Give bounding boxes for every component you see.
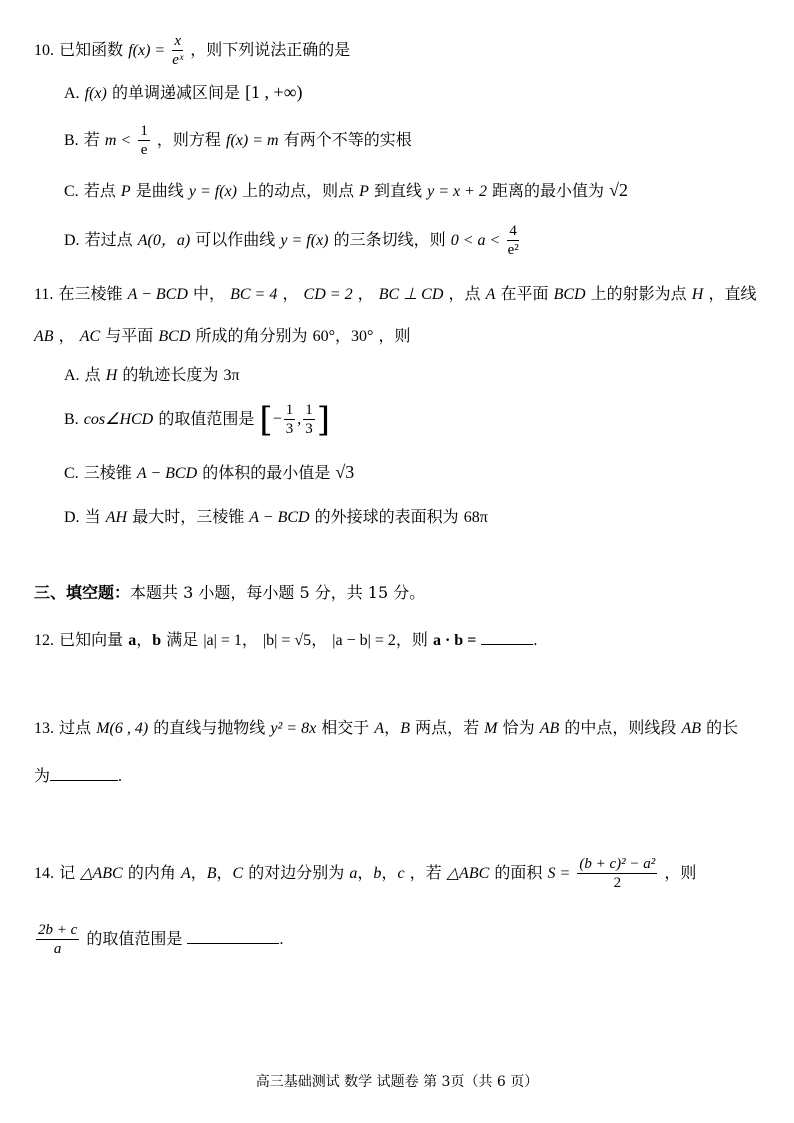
- q10-stem: 10. 已知函数 f(x) = $\frac{x}{\text{eˣ}}$ ，则下列说法正确的是: [34, 33, 351, 68]
- q10-number: 10.: [34, 42, 54, 59]
- q11-number: 11.: [34, 286, 54, 303]
- q10-d-fraction: $\frac{4}{\text{e²}}$: [507, 223, 519, 258]
- q14-ratio-fraction: $\frac{2b + c}{a}$: [38, 922, 78, 957]
- q11-b-frac2: $\frac{1}{3}$: [305, 402, 313, 437]
- q14-area-fraction: $\frac{\text{(b + c)² − a²}}{2}$: [579, 856, 656, 891]
- q11-option-a: A. 点 H 的轨迹长度为 3π: [64, 365, 240, 384]
- q10-b-fraction: $\frac{1}{e}$: [140, 123, 148, 158]
- q14-line2: $\frac{2b + c}{a}$ 的取值范围是 .: [38, 922, 284, 957]
- q11-option-c: C. 三棱锥 A − BCD 的体积的最小值是 √3: [64, 462, 355, 482]
- section-title: 三、填空题：: [34, 583, 131, 602]
- q11-option-b: B. cos∠HCD 的取值范围是 [− $\frac{1}{3}$ , $\frac{1}{3}$ ]: [64, 399, 330, 440]
- q10-option-d: D. 若过点 A(0，a) 可以作曲线 y = f(x) 的三条切线，则 0 < a < $\frac{4}{\text{e²}}$: [64, 223, 519, 258]
- q12: 12. 已知向量 a，b 满足 |a| = 1， |b| = √5， |a − b| = 2，则 a · b = .: [34, 630, 538, 649]
- q11-b-frac1: $\frac{1}{3}$: [285, 402, 294, 437]
- answer-blank: [50, 779, 118, 781]
- section-description: 本题共 3 小题，每小题 5 分，共 15 分。: [130, 583, 426, 602]
- q10-option-a: A. f(x) 的单调递减区间是 [1 , +∞): [64, 82, 303, 102]
- answer-blank: [481, 643, 533, 645]
- q11-option-d: D. 当 AH 最大时，三棱锥 A − BCD 的外接球的表面积为 68π: [64, 507, 488, 526]
- q13-number: 13.: [34, 720, 54, 737]
- q10-fraction: $\frac{x}{\text{eˣ}}$: [172, 33, 184, 68]
- q10-option-b: B. 若 m < $\frac{1}{e}$ ，则方程 f(x) = m 有两个不等的实根: [64, 123, 412, 158]
- q14-number: 14.: [34, 865, 54, 882]
- left-bracket-icon: [: [259, 399, 273, 440]
- q11-stem-line1: 11. 在三棱锥 A − BCD 中， BC = 4 ， CD = 2 ， BC ⊥ CD ，点 A 在平面 BCD 上的射影为点 H ，直线: [34, 284, 757, 303]
- section-heading: [34, 583, 425, 603]
- q13-line1: 13. 过点 M(6 , 4) 的直线与抛物线 y² = 8x 相交于 A，B 两点，若 M 恰为 AB 的中点，则线段 AB 的长: [34, 718, 739, 737]
- q14-line1: 14. 记 △ABC 的内角 A，B，C 的对边分别为 a，b，c ，若 △ABC 的面积 S = $\frac{\text{(b + c)² − a²}}{2}$ ，则: [34, 856, 697, 891]
- q11-stem-line2: AB ， AC 与平面 BCD 所成的角分别为 60°，30° ，则: [34, 326, 411, 345]
- q13-line2: 为 .: [34, 766, 123, 785]
- q12-number: 12.: [34, 632, 54, 649]
- answer-blank: [187, 942, 279, 944]
- q10-option-c: C. 若点 P 是曲线 y = f(x) 上的动点，则点 P 到直线 y = x + 2 距离的最小值为 √2: [64, 180, 629, 200]
- page-footer: 高三基础测试 数学 试题卷 第 3页（共 6 页）: [255, 1074, 539, 1090]
- right-bracket-icon: ]: [316, 399, 330, 440]
